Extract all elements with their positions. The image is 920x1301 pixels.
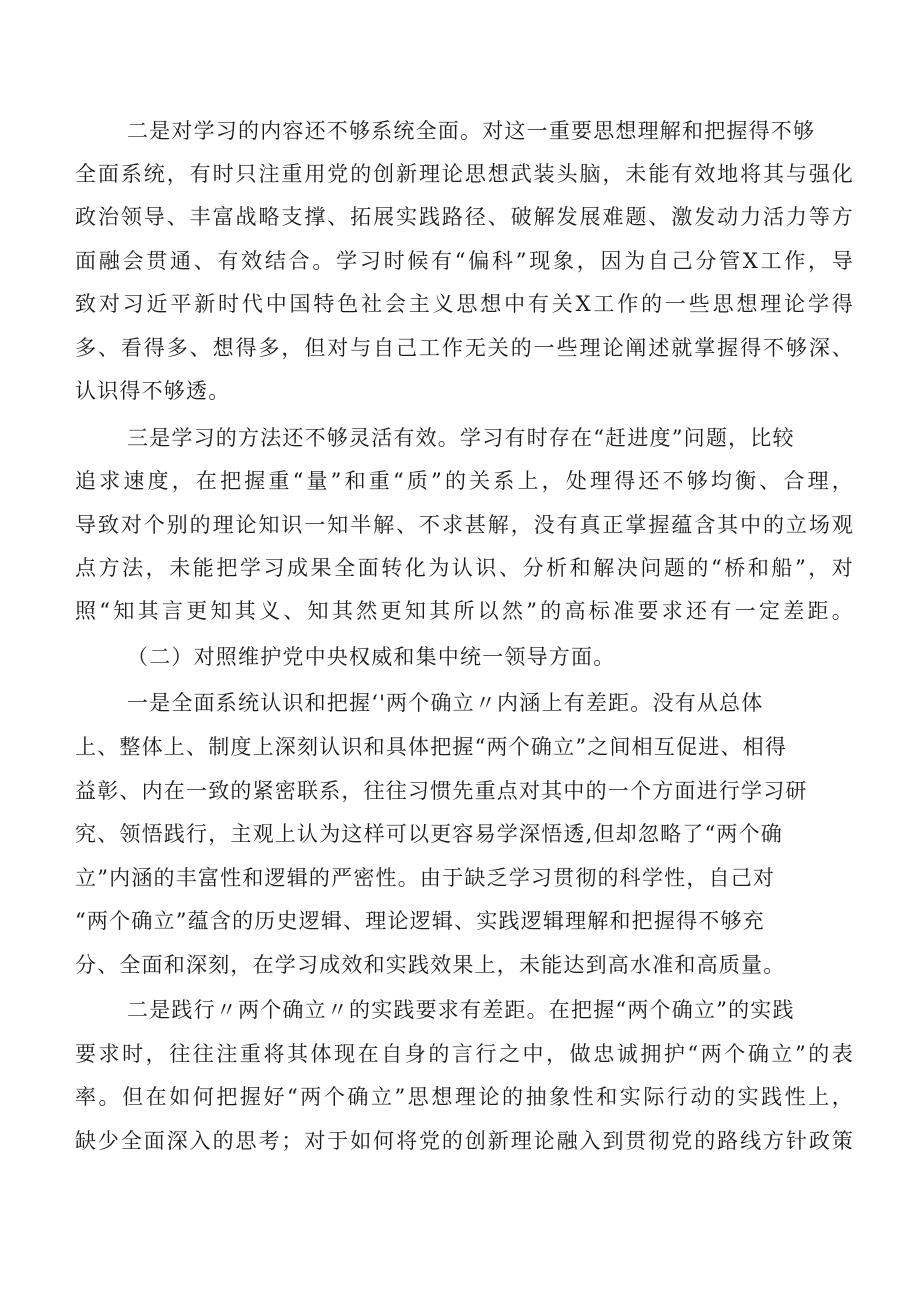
text-line: 三是学习的方法还不够灵活有效。学习有时存在“赶进度”问题，比较 xyxy=(127,426,795,450)
text-line: 认识得不够透。 xyxy=(75,379,231,403)
text-line: 率。但在如何把握好“两个确立”思想理论的抽象性和实际行动的实践性上， xyxy=(75,1085,854,1109)
text-line: 二是践行〃两个确立〃的实践要求有差距。在把握“两个确立”的实践 xyxy=(127,998,795,1022)
text-line: 要求时，往往注重将其体现在自身的言行之中，做忠诚拥护“两个确立”的表 xyxy=(75,1042,854,1066)
text-line: 分、全面和深刻，在学习成效和实践效果上，未能达到高水准和高质量。 xyxy=(75,953,786,977)
text-line: 追求速度，在把握重“量”和重“质”的关系上，处理得还不够均衡、合理， xyxy=(75,469,854,493)
text-line: 二是对学习的内容还不够系统全面。对这一重要思想理解和把握得不够 xyxy=(127,119,816,143)
text-line: 上、整体上、制度上深刻认识和具体把握“两个确立”之间相互促进、相得 xyxy=(75,735,788,759)
text-line: “两个确立”蕴含的历史逻辑、理论逻辑、实践逻辑理解和把握得不够充 xyxy=(75,909,765,933)
text-line: 政治领导、丰富战略支撑、拓展实践路径、破解发展难题、激发动力活力等方 xyxy=(75,205,854,229)
text-line: 立”内涵的丰富性和逻辑的严密性。由于缺乏学习贯彻的科学性，自己对 xyxy=(75,866,776,890)
text-line: 益彰、内在一致的紧密联系，往往习惯先重点对其中的一个方面进行学习研 xyxy=(75,779,808,803)
text-line: 点方法，未能把学习成果全面转化为认识、分析和解决问题的“桥和船”，对 xyxy=(75,556,854,580)
text-line: 多、看得多、想得多，但对与自己工作无关的一些理论阐述就掌握得不够深、 xyxy=(75,336,854,360)
text-line: 导致对个别的理论知识一知半解、不求甚解，没有真正掌握蕴含其中的立场观 xyxy=(75,513,854,537)
text-line: 究、领悟践行，主观上认为这样可以更容易学深悟透,但却忽略了“两个确 xyxy=(75,822,784,846)
text-line: 一是全面系统认识和把握‘'两个确立〃内涵上有差距。没有从总体 xyxy=(127,691,764,715)
text-line: 面融会贯通、有效结合。学习时候有“偏科”现象，因为自己分管X工作，导 xyxy=(75,249,854,273)
text-line: 全面系统，有时只注重用党的创新理论思想武装头脑，未能有效地将其与强化 xyxy=(75,162,854,186)
text-line: 致对习近平新时代中国特色社会主义思想中有关X工作的一些思想理论学得 xyxy=(75,292,854,316)
text-line: 缺少全面深入的思考；对于如何将党的创新理论融入到贯彻党的路线方针政策 xyxy=(75,1129,854,1153)
section-heading: （二）对照维护党中央权威和集中统一领导方面。 xyxy=(127,645,616,669)
text-line: 照“知其言更知其义、知其然更知其所以然”的高标准要求还有一定差距。 xyxy=(75,599,854,623)
